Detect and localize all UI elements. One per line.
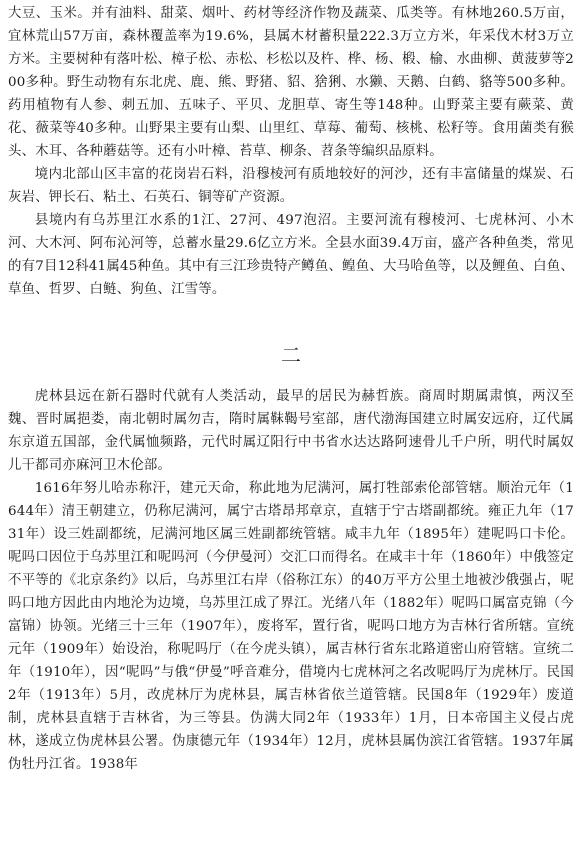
paragraph-qing-history: 1616年努儿哈赤称汗，建元天命，称此地为尼满河，属打牲部索伦部管辖。顺治元年（1644年）清王朝建立，仍称尼满河，属宁古塔昂邦章京，直辖于宁古塔副都统。雍正九年（1731年）设三姓副都统，尼满河地区属三姓副都统管辖。咸丰九年（1895年）建呢吗口卡伦。呢吗口因位于乌苏里江和呢吗河（今伊曼河）交汇口而得名。在咸丰十年（1860年）中俄签定不平等的《北京条约》以后，乌苏里江右岸（俗称江东）的40万平方公里土地被沙俄强占，呢吗口地方因此由内地沦为边境，乌苏里江成了界江。光绪八年（1882年）呢吗口属富克锦（今富锦）协领。光绪三十三年（1907年），废将军，置行省，呢吗口地方为吉林行省所辖。宣统元年（1909年）始设治，称呢吗厅（在今虎头镇），属吉林行省东北路道密山府管辖。宣统二年（1910年），因“呢吗”与俄“伊曼”呼音难分，借境内七虎林河之名改呢吗厅为虎林厅。民国2年（1913年）5月，改虎林厅为虎林县，属吉林省依兰道管辖。民国8年（1929年）废道制，虎林县直辖于吉林省，为三等县。伪满大同2年（1933年）1月，日本帝国主义侵占虎林，遂成立伪虎林县公署。伪康德元年（1934年）12月，虎林县属伪滨江省管辖。1937年属伪牡丹江省。1938年 bbox=[8, 481, 574, 772]
section-one bbox=[8, 2, 574, 301]
section-two bbox=[8, 385, 574, 776]
paragraph-early-history: 虎林县远在新石器时代就有人类活动，最早的居民为赫哲族。商周时期属肃慎，两汉至魏、晋时属挹娄，南北朝时属勿吉，隋时属靺鞨号室部，唐代渤海国建立时属安远府，辽代属东京道五国部，金代属恤频路，元代时属辽阳行中书省水达达路阿速骨儿千户所，明代时属奴儿干都司亦麻河卫木伦部。 bbox=[8, 389, 574, 473]
paragraph-resources: 大豆、玉米。并有油料、甜菜、烟叶、药材等经济作物及蔬菜、瓜类等。有林地260.5万亩，宜林荒山57万亩，森林覆盖率为19.6%，县属木材蓄积量222.3万立方米，年采伐木材3万立方米。主要树种有落叶松、樟子松、赤松、杉松以及杵、桦、杨、椴、榆、水曲柳、黄菠萝等200多种。野生动物有东北虎、鹿、熊、野猪、貂、猞猁、水獭、天鹅、白鹤、貉等500多种。药用植物有人参、刺五加、五味子、平贝、龙胆草、寄生等148种。山野菜主要有蕨菜、黄花、薇菜等40多种。山野果主要有山梨、山里红、草莓、葡萄、核桃、松籽等。食用菌类有猴头、木耳、各种蘑菇等。还有小叶樟、苔草、柳条、苕条等编织品原料。 bbox=[8, 6, 574, 159]
paragraph-rivers: 县境内有乌苏里江水系的1江、27河、497泡沼。主要河流有穆棱河、七虎林河、小木河、大木河、阿布沁河等，总蓄水量29.6亿立方米。全县水面39.4万亩，盛产各种鱼类，常见的有7目12科41属45种鱼。其中有三江珍贵特产鳟鱼、鳇鱼、大马哈鱼等，以及鲤鱼、白鱼、草鱼、哲罗、白鲢、狗鱼、江雪等。 bbox=[8, 213, 574, 297]
section-heading: 二 bbox=[281, 343, 301, 367]
paragraph-minerals: 境内北部山区丰富的花岗岩石料，沿穆棱河有质地较好的河沙，还有丰富储量的煤炭、石灰岩、钾长石、粘土、石英石、铜等矿产资源。 bbox=[8, 167, 574, 205]
